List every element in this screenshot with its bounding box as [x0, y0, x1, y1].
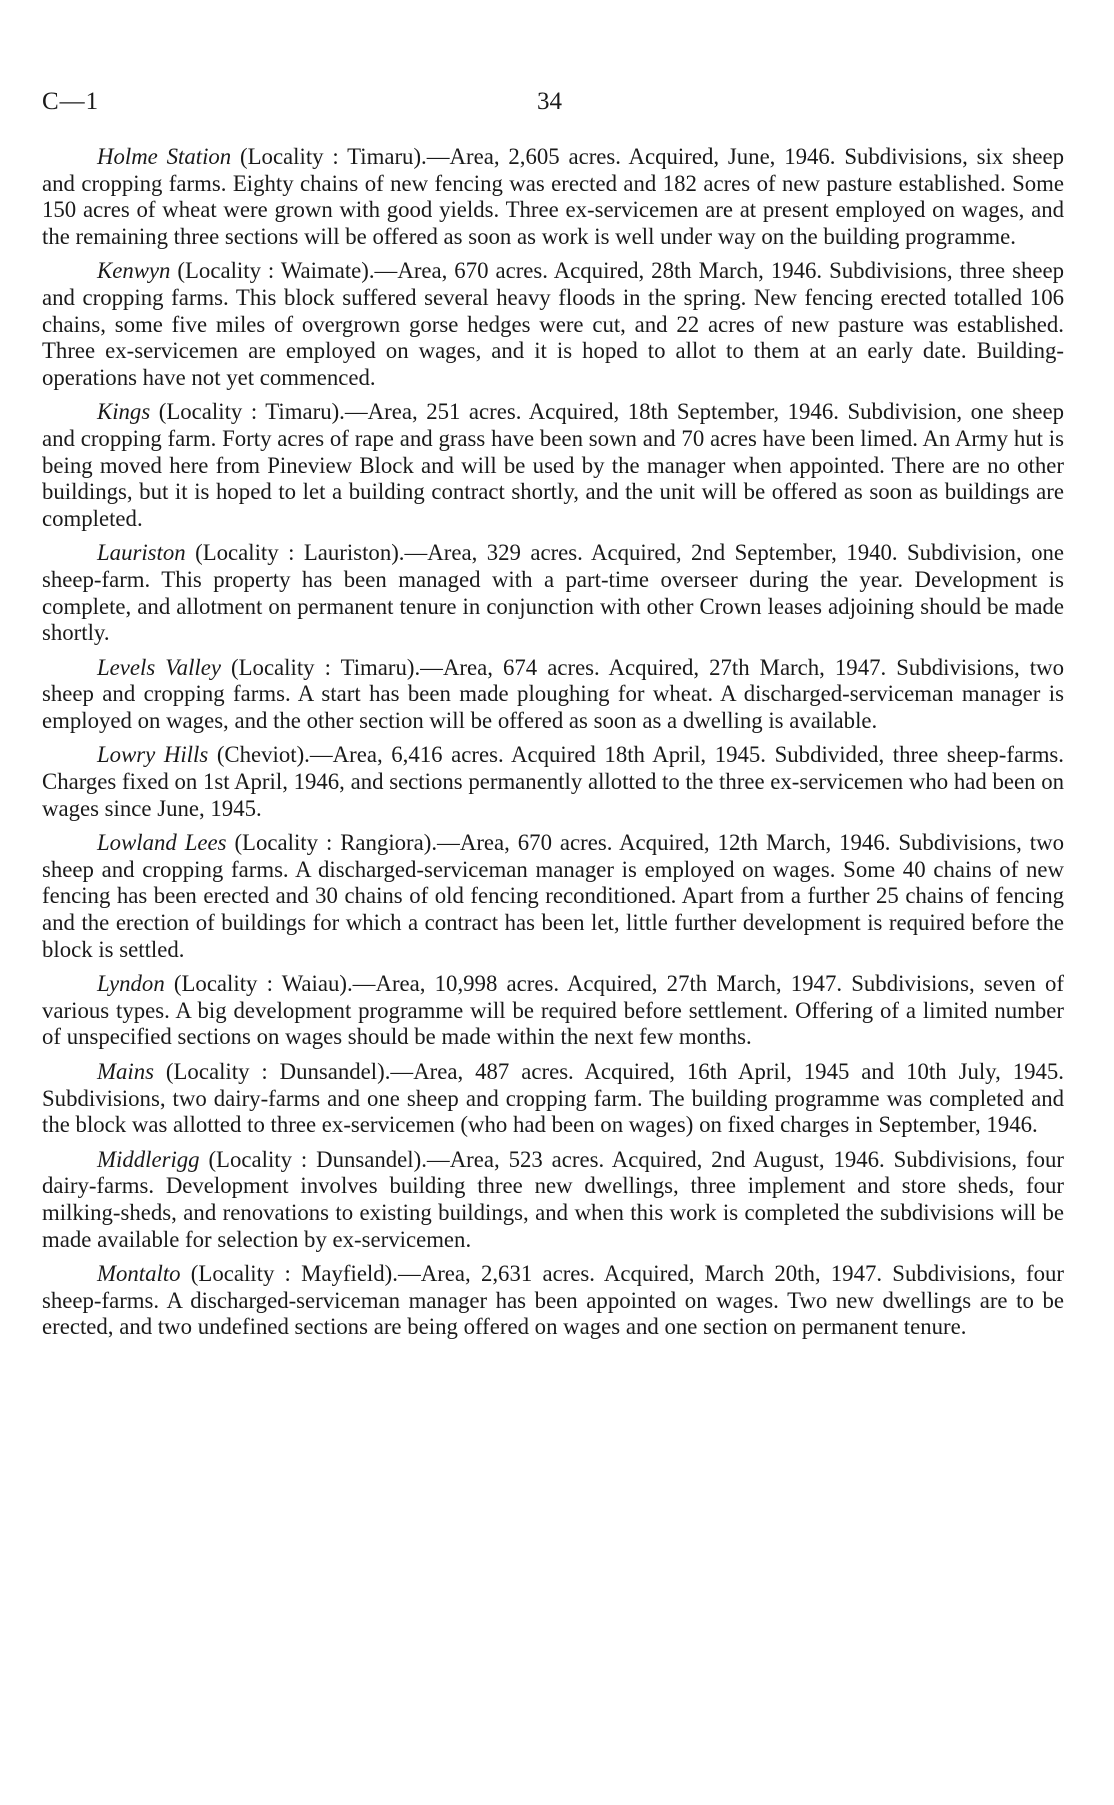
entry-text: (Locality : Timaru).—Area, 2,605 acres. Acquired, June, 1946. Subdivisions, six sheep and cropping farms. Eighty chains of new fencing was erected and 182 acres of new pasture established. Some 150 acres of wheat were grown with good yields. Three ex-servicemen are at present employed on wages, and the remaining three sections will be offered as soon as work is well under way on the building programme. — [42, 144, 1064, 249]
entry-name: Middlerigg — [97, 1146, 200, 1172]
entry-text: (Locality : Waiau).—Area, 10,998 acres. Acquired, 27th March, 1947. Subdivisions, seven of various types. A big development programme will be required before settlement. Offering of a limited number of unspecified sections on wages should be made within the next few months. — [42, 971, 1064, 1050]
entry-text: (Locality : Dunsandel).—Area, 523 acres. Acquired, 2nd August, 1946. Subdivisions, four dairy-farms. Development involves building three new dwellings, three implement and store sheds, four milking-sheds, and renovations to existing buildings, and when this work is completed the subdivisions will be made available for selection by ex-servicemen. — [42, 1146, 1064, 1252]
entry-paragraph — [42, 971, 1064, 1051]
entry-text: (Locality : Lauriston).—Area, 329 acres. Acquired, 2nd September, 1940. Subdivision, one sheep-farm. This property has been managed with a part-time overseer during the year. Development is complete, and allotment on permanent tenure in conjunction with other Crown leases adjoining should be made shortly. — [42, 540, 1064, 646]
entry-text: (Locality : Timaru).—Area, 251 acres. Acquired, 18th September, 1946. Subdivision, one sheep and cropping farm. Forty acres of rape and grass have been sown and 70 acres have been limed. An Army hut is being moved here from Pineview Block and will be used by the manager when appointed. There are no other buildings, but it is hoped to let a building contract shortly, and the unit will be offered as soon as buildings are completed. — [42, 399, 1064, 531]
entry-paragraph — [42, 1059, 1064, 1139]
entry-paragraph — [42, 742, 1064, 822]
entry-paragraph — [42, 655, 1064, 735]
entry-text: (Locality : Waimate).—Area, 670 acres. Acquired, 28th March, 1946. Subdivisions, three sheep and cropping farms. This block suffered several heavy floods in the spring. New fencing erected totalled 106 chains, some five miles of overgrown gorse hedges were cut, and 22 acres of new pasture was established. Three ex-servicemen are employed on wages, and it is hoped to allot to them at an early date. Building-operations have not yet commenced. — [42, 258, 1064, 390]
entry-text: (Locality : Timaru).—Area, 674 acres. Acquired, 27th March, 1947. Subdivisions, two sheep and cropping farms. A start has been made ploughing for wheat. A discharged-serviceman manager is employed on wages, and the other section will be offered as soon as a dwelling is available. — [42, 654, 1064, 733]
page-number: 34 — [537, 88, 562, 115]
entry-name: Holme Station — [97, 144, 232, 169]
entry-name: Lowland Lees — [97, 830, 227, 856]
entry-paragraph — [42, 830, 1064, 963]
entry-name: Lyndon — [97, 971, 165, 997]
page-header — [42, 88, 1064, 122]
entry-paragraph — [42, 540, 1064, 646]
entry-name: Lowry Hills — [97, 742, 209, 768]
entry-name: Lauriston — [97, 540, 186, 566]
entry-paragraph — [42, 1147, 1064, 1253]
entry-name: Mains — [97, 1059, 154, 1084]
entry-name: Kings — [97, 399, 151, 425]
entry-name: Levels Valley — [97, 654, 221, 680]
entry-text: (Locality : Dunsandel).—Area, 487 acres. Acquired, 16th April, 1945 and 10th July, 1945. Subdivisions, two dairy-farms and one sheep and cropping farm. The building programme was completed and the block was allotted to three ex-servicemen (who had been on wages) on fixed charges in September, 1946. — [42, 1059, 1064, 1138]
entry-name: Montalto — [97, 1261, 181, 1287]
entry-name: Kenwyn — [97, 258, 171, 284]
entry-text: (Cheviot).—Area, 6,416 acres. Acquired 18th April, 1945. Subdivided, three sheep-farms. Charges fixed on 1st April, 1946, and sections permanently allotted to the three ex-servicemen who had been on wages since June, 1945. — [42, 742, 1065, 821]
entry-paragraph — [42, 258, 1064, 391]
entry-text: (Locality : Mayfield).—Area, 2,631 acres. Acquired, March 20th, 1947. Subdivisions, four sheep-farms. A discharged-serviceman manager has been appointed on wages. Two new dwellings are to be erected, and two undefined sections are being offered on wages and one section on permanent tenure. — [42, 1261, 1064, 1340]
entry-paragraph — [42, 399, 1064, 532]
report-code: C—1 — [42, 88, 100, 115]
entry-paragraph — [42, 1261, 1064, 1341]
entry-paragraph — [42, 144, 1064, 250]
document-body — [42, 144, 1064, 1349]
entry-text: (Locality : Rangiora).—Area, 670 acres. Acquired, 12th March, 1946. Subdivisions, two sheep and cropping farms. A discharged-serviceman manager is employed on wages. Some 40 chains of new fencing has been erected and 30 chains of old fencing reconditioned. Apart from a further 25 chains of fencing and the erection of buildings for which a contract has been let, little further development is required before the block is settled. — [42, 830, 1064, 962]
